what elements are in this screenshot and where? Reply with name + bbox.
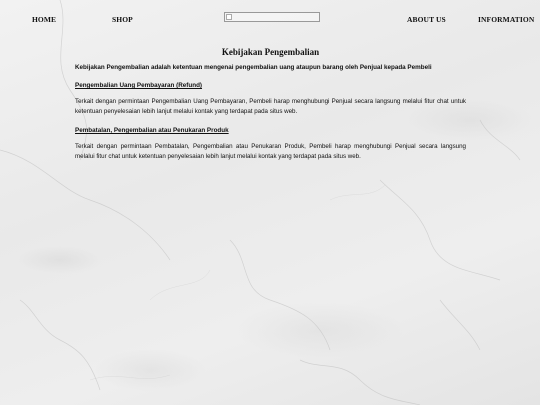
broken-image-icon: [226, 14, 232, 20]
nav-about-link[interactable]: ABOUT US: [407, 15, 446, 24]
cancellation-body: Terkait dengan permintaan Pembatalan, Pengembalian atau Penukaran Produk, Pembeli harap menghubungi Penjual secara langsung melalui fitur chat untuk ketentuan penyelesaian lebih lanjut melalui kontak yang terdapat pada situs web.: [75, 143, 466, 160]
refund-heading: Pengembalian Uang Pembayaran (Refund): [75, 82, 203, 89]
nav-shop-link[interactable]: SHOP: [112, 15, 133, 24]
cancellation-heading: Pembatalan, Pengembalian atau Penukaran Produk: [75, 127, 229, 134]
site-logo[interactable]: [224, 12, 320, 22]
policy-lead: Kebijakan Pengembalian adalah ketentuan mengenai pengembalian uang ataupun barang oleh Penjual kepada Pembeli: [75, 64, 432, 71]
return-policy-content: [75, 46, 466, 162]
nav-information-link[interactable]: INFORMATION: [478, 15, 535, 24]
page-title: Kebijakan Pengembalian: [221, 47, 320, 57]
refund-body: Terkait dengan permintaan Pengembalian Uang Pembayaran, Pembeli harap menghubungi Penjual secara langsung melalui fitur chat untuk ketentuan penyelesaian lebih lanjut melalui kontak yang terdapat pada situs web.: [75, 98, 466, 115]
nav-home-link[interactable]: HOME: [32, 15, 57, 24]
